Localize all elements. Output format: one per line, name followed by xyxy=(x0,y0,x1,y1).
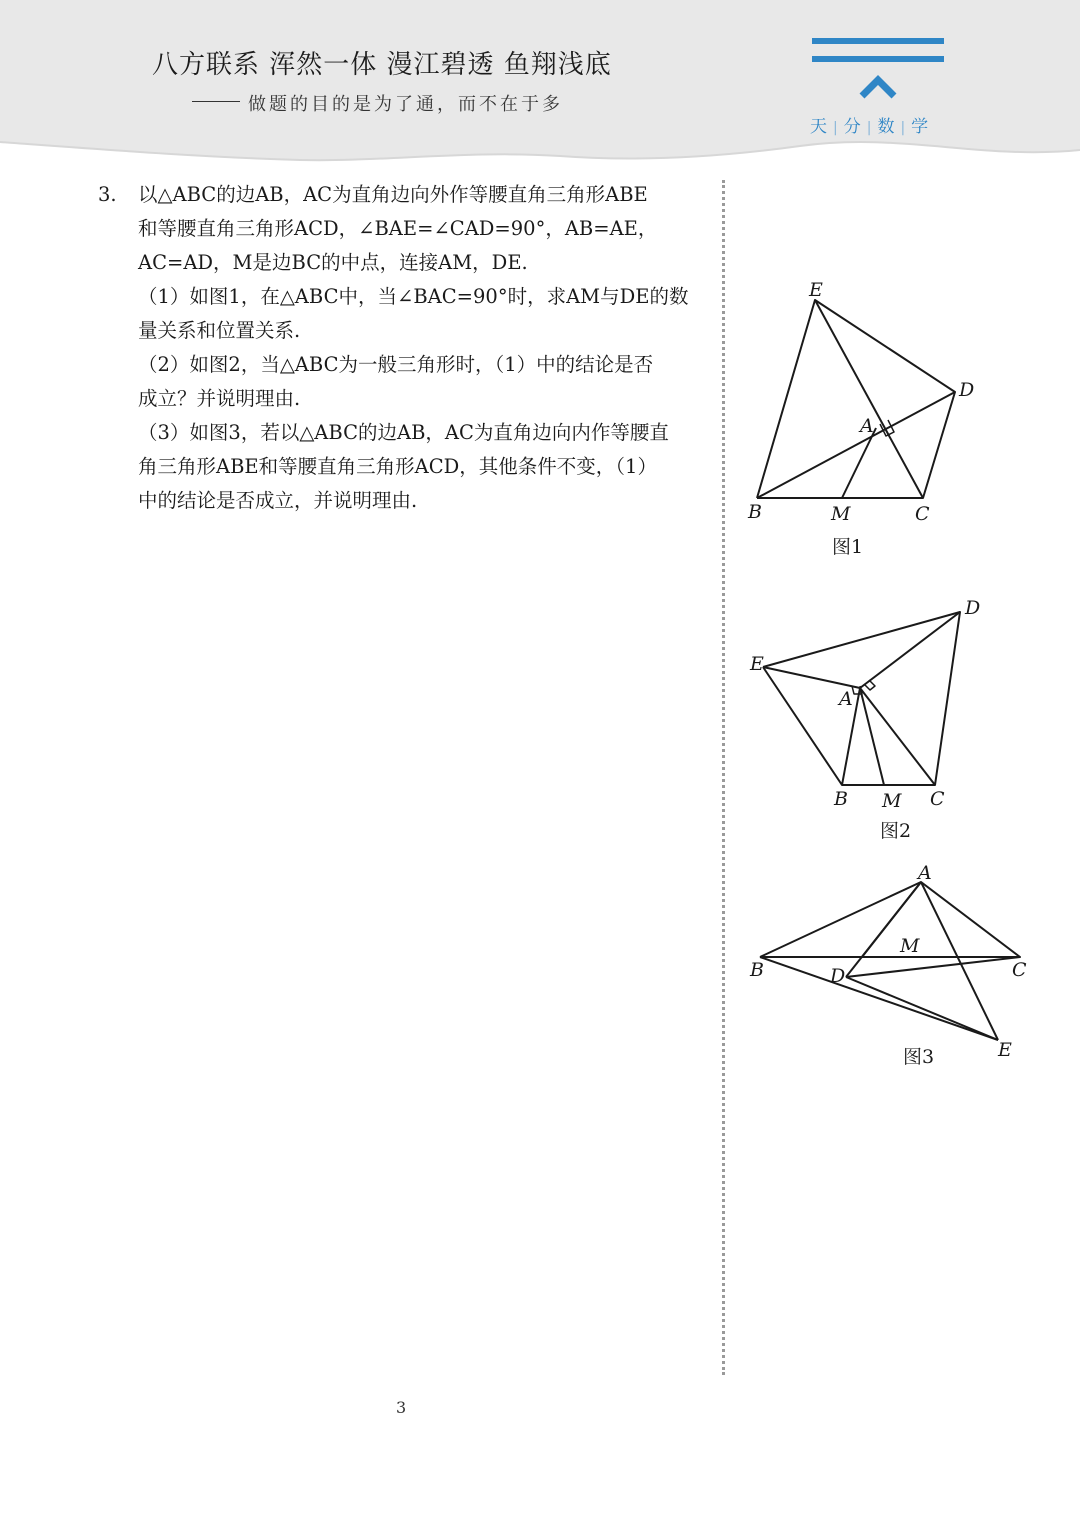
fig3-segment-AD xyxy=(846,882,921,977)
fig2-right-angle-mark xyxy=(864,680,875,690)
part-2-line: 成立？并说明理由. xyxy=(138,387,301,410)
header-tagline: 做题的目的是为了通，而不在于多 xyxy=(248,94,563,115)
figure-3 xyxy=(760,882,1020,1040)
fig3-triangle-ABC xyxy=(760,882,1020,957)
problem-stem-line: 以△ABC的边AB，AC为直角边向外作等腰直角三角形ABE xyxy=(138,183,648,206)
fig2-segment-AD xyxy=(860,612,960,688)
fig3-label-D: D xyxy=(830,965,846,987)
brand-name: 天 | 分 | 数 | 学 xyxy=(810,117,929,137)
header-motto: 八方联系 浑然一体 漫江碧透 鱼翔浅底 xyxy=(152,50,612,80)
fig2-caption: 图2 xyxy=(880,820,912,842)
brand-char: 数 xyxy=(877,117,895,137)
fig2-label-E: E xyxy=(750,653,764,675)
fig1-label-C: C xyxy=(915,503,930,525)
part-3-line: 角三角形ABE和等腰直角三角形ACD，其他条件不变，（1） xyxy=(138,455,657,478)
fig1-segment-EC xyxy=(815,300,923,498)
fig3-label-E: E xyxy=(998,1039,1012,1061)
figure-2 xyxy=(763,612,960,785)
fig2-label-M: M xyxy=(882,790,902,812)
fig3-segment-BE xyxy=(760,957,998,1040)
fig2-outline xyxy=(763,612,960,785)
fig3-label-B: B xyxy=(750,959,764,981)
fig1-segment-AM xyxy=(842,428,876,498)
page-number: 3 xyxy=(396,1398,407,1417)
fig1-caption: 图1 xyxy=(832,536,864,558)
fig2-label-B: B xyxy=(834,788,848,810)
fig3-label-M: M xyxy=(900,935,920,957)
fig3-segment-DC xyxy=(846,957,1020,977)
problem-stem-line: AC=AD，M是边BC的中点，连接AM，DE. xyxy=(138,251,528,274)
fig1-label-A: A xyxy=(860,415,874,437)
fig3-label-C: C xyxy=(1012,959,1027,981)
fig2-label-D: D xyxy=(965,597,981,619)
problem-stem-line: 和等腰直角三角形ACD，∠BAE=∠CAD=90°，AB=AE， xyxy=(138,217,658,240)
part-1-line: （1）如图1，在△ABC中，当∠BAC=90°时，求AM与DE的数 xyxy=(138,285,689,308)
figure-1 xyxy=(757,300,955,498)
fig1-segment-BD xyxy=(757,392,955,498)
brand-char: 分 xyxy=(843,117,861,137)
fig2-label-A: A xyxy=(839,688,853,710)
part-2-line: （2）如图2，当△ABC为一般三角形时，（1）中的结论是否 xyxy=(138,353,654,376)
brand-char: 天 xyxy=(810,117,827,137)
fig3-caption: 图3 xyxy=(903,1046,935,1068)
fig1-label-B: B xyxy=(748,501,762,523)
fig3-label-A: A xyxy=(918,862,932,884)
part-3-line: 中的结论是否成立，并说明理由. xyxy=(138,489,418,512)
fig1-label-M: M xyxy=(831,503,851,525)
fig2-label-C: C xyxy=(930,788,945,810)
fig3-segment-DE xyxy=(846,977,998,1040)
brand-char: 学 xyxy=(911,117,929,137)
problem-number: 3. xyxy=(98,183,117,206)
fig1-label-E: E xyxy=(809,279,823,301)
part-1-line: 量关系和位置关系. xyxy=(138,319,301,342)
fig1-label-D: D xyxy=(959,379,975,401)
part-3-line: （3）如图3，若以△ABC的边AB，AC为直角边向内作等腰直 xyxy=(138,421,669,444)
fig2-segment-AE xyxy=(763,667,860,688)
